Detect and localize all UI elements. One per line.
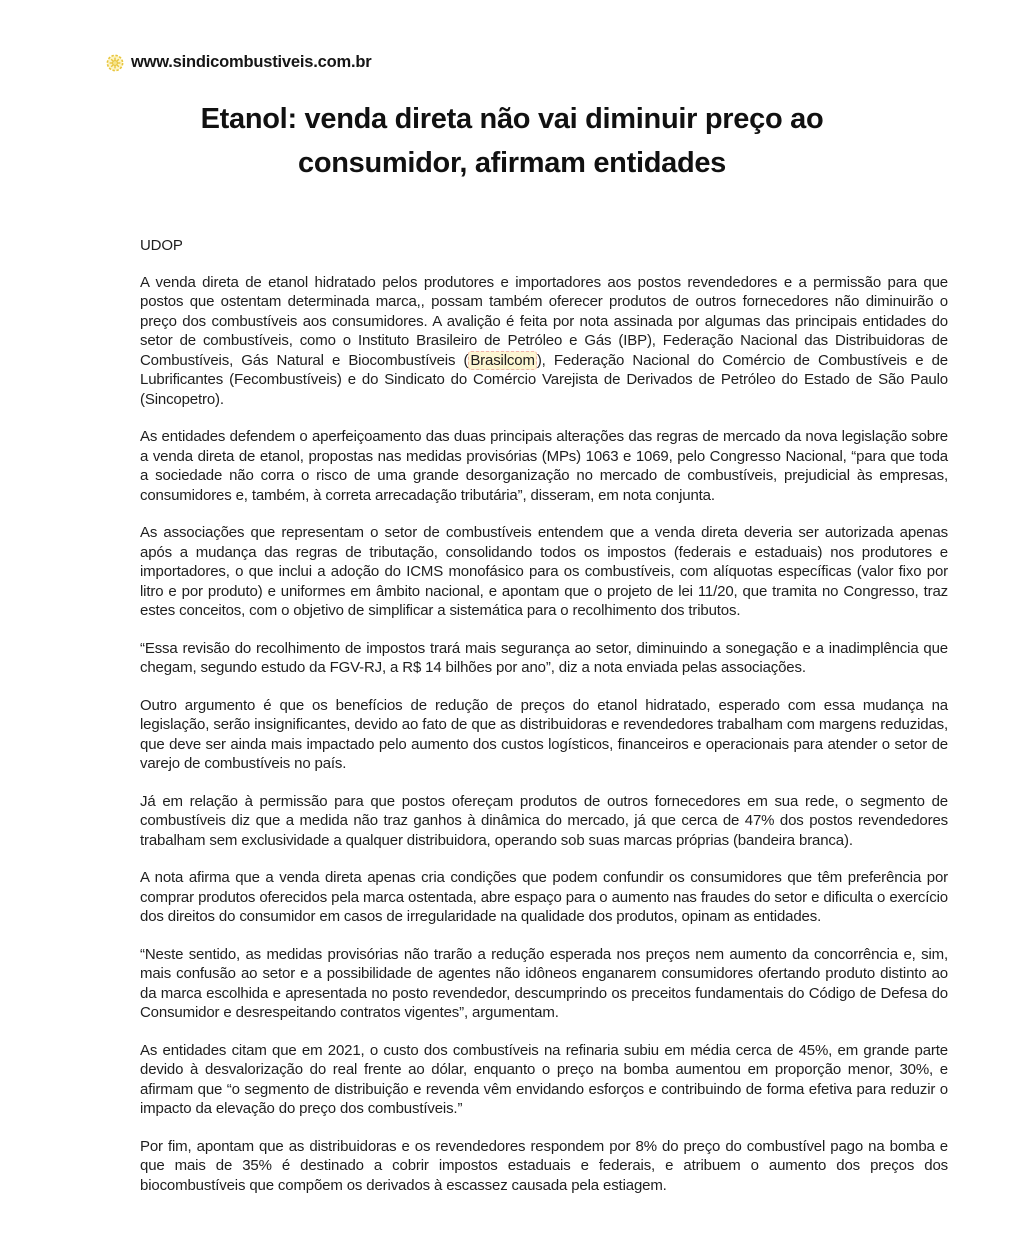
article-paragraph: Por fim, apontam que as distribuidoras e os revendedores respondem por 8% do preço do combustível pago na bomba e que mais de 35% é destinado a cobrir impostos estaduais e federais, e atribuem o aumento dos preços dos biocombustíveis que compõem os derivados à escassez causada pela estiagem. bbox=[140, 1137, 948, 1194]
article-source: UDOP bbox=[140, 237, 183, 254]
site-url: www.sindicombustiveis.com.br bbox=[131, 53, 372, 71]
article-paragraph: Outro argumento é que os benefícios de redução de preços do etanol hidratado, esperado com essa mudança na legislação, serão insignificantes, devido ao fato de que as distribuidoras e revendedores trabalham com margens reduzidas, que deve ser ainda mais impactado pelo aumento dos custos logísticos, financeiros e operacionais para atender o setor de varejo de combustíveis no país. bbox=[140, 696, 948, 772]
article-paragraph: Já em relação à permissão para que postos ofereçam produtos de outros fornecedores em sua rede, o segmento de combustíveis diz que a medida não traz ganhos à dinâmica do mercado, já que cerca de 47% dos postos revendedores trabalham sem exclusividade a qualquer distribuidora, operando sob suas marcas próprias (bandeira branca). bbox=[140, 792, 948, 849]
article-paragraph: As entidades defendem o aperfeiçoamento das duas principais alterações das regras de mercado da nova legislação sobre a venda direta de etanol, propostas nas medidas provisórias (MPs) 1063 e 1069, pelo Congresso Nacional, “para que toda a sociedade não corra o risco de uma grande desorganização no mercado de combustíveis, prejudicial às empresas, consumidores e, também, à correta arrecadação tributária”, disseram, em nota conjunta. bbox=[140, 428, 948, 504]
highlighted-term: Brasilcom bbox=[470, 351, 535, 369]
site-header bbox=[106, 53, 1024, 72]
article-body bbox=[140, 236, 948, 1195]
sun-favicon-icon bbox=[106, 54, 124, 72]
paragraph-text: ), Federação Nacional do Comércio de Combustíveis e de Lubrificantes (Fecombustíveis) e do Sindicato do Comércio Varejista de Derivados de Petróleo do Estado de São Paulo (Sincopetro). bbox=[140, 351, 948, 408]
article-paragraph bbox=[140, 273, 948, 410]
article-paragraph: As entidades citam que em 2021, o custo dos combustíveis na refinaria subiu em média cerca de 45%, em grande parte devido à desvalorização do real frente ao dólar, enquanto o preço na bomba aumentou em proporção menor, 30%, e afirmam que “o segmento de distribuição e revenda vêm envidando esforços e contribuindo de forma efetiva para reduzir o impacto da elevação do preço dos combustíveis.” bbox=[140, 1041, 948, 1117]
article-paragraph: “Essa revisão do recolhimento de impostos trará mais segurança ao setor, diminuindo a sonegação e a inadimplência que chegam, segundo estudo da FGV-RJ, a R$ 14 bilhões por ano”, diz a nota enviada pelas associações. bbox=[140, 639, 948, 676]
article-paragraph: As associações que representam o setor de combustíveis entendem que a venda direta deveria ser autorizada apenas após a mudança das regras de tributação, consolidando todos os impostos (federais e estaduais) nos produtores e importadores, o que inclui a adoção do ICMS monofásico para os combustíveis, com alíquotas específicas (valor fixo por litro e por produto) e uniformes em âmbito nacional, e apontam que o projeto de lei 11/20, que tramita no Congresso, traz estes conceitos, com o objetivo de simplificar a sistemática para o recolhimento dos tributos. bbox=[140, 524, 948, 619]
article-paragraph: “Neste sentido, as medidas provisórias não trarão a redução esperada nos preços nem aumento da concorrência e, sim, mais confusão ao setor e a possibilidade de agentes não idôneos enganarem consumidores ofertando produto distinto ao da marca escolhida e apresentada no posto revendedor, descumprindo os preceitos fundamentais do Código de Defesa do Consumidor e desrespeitando contratos vigentes”, argumentam. bbox=[140, 945, 948, 1021]
paragraph-text: A venda direta de etanol hidratado pelos produtores e importadores aos postos revendedores e a permissão para que postos que ostentam determinada marca,, possam também oferecer produtos de outros fornecedores não diminuirão o preço dos combustíveis aos consumidores. A avalição é feita por nota assinada por algumas das principais entidades do setor de combustíveis, como o Instituto Brasileiro de Petróleo e Gás (IBP), Federação Nacional das Distribuidoras de Combustíveis, Gás Natural e Biocombustíveis ( bbox=[140, 273, 948, 369]
article-title: Etanol: venda direta não vai diminuir preço ao consumidor, afirmam entidades bbox=[200, 103, 824, 179]
article-paragraph: A nota afirma que a venda direta apenas cria condições que podem confundir os consumidores que têm preferência por comprar produtos oferecidos pela marca ostentada, abre espaço para o aumento nas fraudes do setor e dificulta o exercício dos direitos do consumidor em casos de irregularidade na qualidade dos produtos, opinam as entidades. bbox=[140, 869, 948, 925]
